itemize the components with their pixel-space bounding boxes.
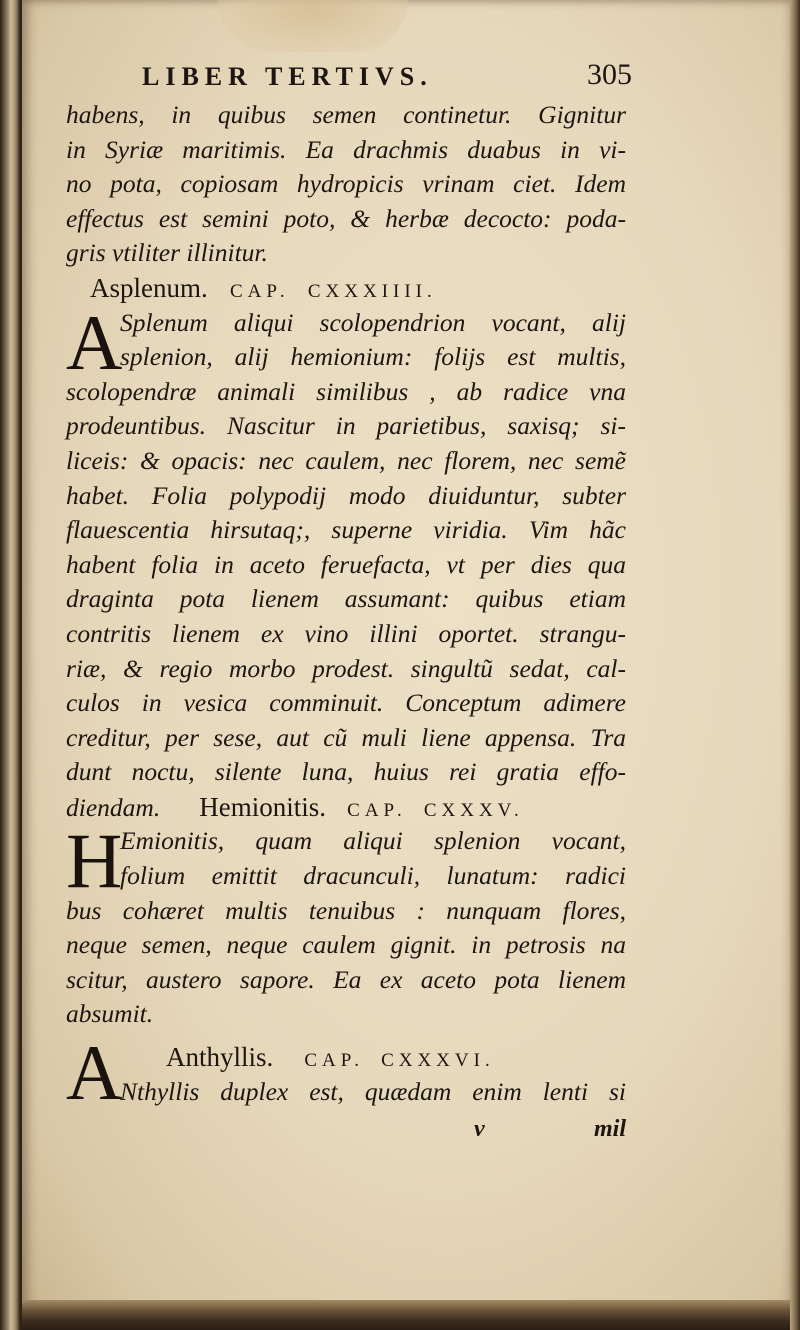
page-bottom-edge: [22, 1300, 792, 1330]
text-line: culos in vesica comminuit. Conceptum adimere: [66, 688, 626, 718]
text-line: habens, in quibus semen continetur. Gignitur: [66, 100, 626, 129]
chapter-cap-label: CAP.: [230, 280, 290, 302]
intro-paragraph: [66, 98, 626, 271]
text-line: dunt noctu, silente luna, huius rei gratia effo-: [66, 757, 626, 787]
text-line: bus cohæret multis tenuibus : nunquam flores,: [66, 895, 626, 925]
chapter-number: CXXXVI.: [381, 1050, 495, 1072]
text-line: contritis lienem ex vino illini oportet. strangu-: [66, 618, 626, 648]
running-head: [66, 58, 632, 98]
page-footer: [66, 1116, 626, 1151]
text-line: no pota, copiosam hydropicis vrinam ciet. Idem: [66, 169, 626, 199]
chapter-title: Asplenum.: [90, 272, 208, 303]
chapter-title: Anthyllis.: [166, 1042, 274, 1073]
chapter-title: Hemionitis.: [199, 791, 327, 822]
text-line: Nthyllis duplex est, quædam enim lenti si: [120, 1076, 626, 1106]
text-line: habent folia in aceto feruefacta, vt per dies qua: [66, 549, 626, 579]
text-line: absumit.: [66, 999, 154, 1029]
text-line: scitur, austero sapore. Ea ex aceto pota lienem: [66, 964, 626, 994]
drop-capital: A: [66, 1029, 123, 1117]
text-line: gris vtiliter illinitur.: [66, 238, 268, 268]
chapter-heading-asplenum: [66, 271, 626, 306]
drop-capital: H: [66, 817, 123, 905]
signature-mark: v: [474, 1116, 485, 1143]
chapter-heading-anthyllis: [166, 1040, 495, 1079]
drop-capital: A: [66, 298, 123, 386]
text-line-with-heading: [66, 790, 626, 825]
text-line: habet. Folia polypodij modo diuiduntur, subter: [66, 480, 626, 510]
paper-stain: [218, 0, 408, 52]
text-line: splenion, alij hemionium: folijs est multis,: [120, 342, 626, 372]
text-line: effectus est semini poto, & herbæ decocto: poda-: [66, 203, 626, 233]
text-line: draginta pota lienem assumant: quibus etiam: [66, 584, 626, 614]
text-line: creditur, per sese, aut cũ muli liene appensa. Tra: [66, 722, 626, 752]
paragraph-end: diendam.: [66, 792, 161, 822]
chapter-cap-label: CAP.: [347, 799, 407, 821]
hemionitis-paragraph: [66, 817, 626, 1032]
catchword: mil: [593, 1116, 626, 1143]
text-line: neque semen, neque caulem gignit. in petrosis na: [66, 930, 626, 960]
text-line: riæ, & regio morbo prodest. singultũ sedat, cal-: [66, 653, 626, 683]
chapter-number: CXXXIIII.: [307, 280, 437, 302]
anthyllis-section: [66, 1029, 626, 1117]
text-line: Splenum aliqui scolopendrion vocant, alij: [120, 307, 626, 337]
text-line: prodeuntibus. Nascitur in parietibus, saxisq; si-: [66, 411, 626, 441]
previous-page-edge: [0, 0, 20, 1330]
chapter-number: CXXXV.: [423, 799, 524, 821]
text-line: in Syriæ maritimis. Ea drachmis duabus in vi-: [66, 134, 626, 164]
asplenum-paragraph: [66, 298, 626, 825]
text-line: scolopendræ animali similibus , ab radice vna: [66, 376, 626, 406]
page-number: 305: [587, 58, 632, 91]
running-head-title: LIBER TERTIVS.: [142, 62, 433, 91]
page-right-edge: [790, 0, 800, 1330]
chapter-cap-label: CAP.: [304, 1050, 364, 1072]
text-line: folium emittit dracunculi, lunatum: radici: [120, 861, 626, 891]
text-line: flauescentia hirsutaq;, superne viridia. Vim hãc: [66, 515, 626, 545]
page-text: [66, 58, 632, 1151]
text-line: liceis: & opacis: nec caulem, nec florem, nec semẽ: [66, 445, 626, 475]
text-line: Emionitis, quam aliqui splenion vocant,: [120, 826, 626, 856]
